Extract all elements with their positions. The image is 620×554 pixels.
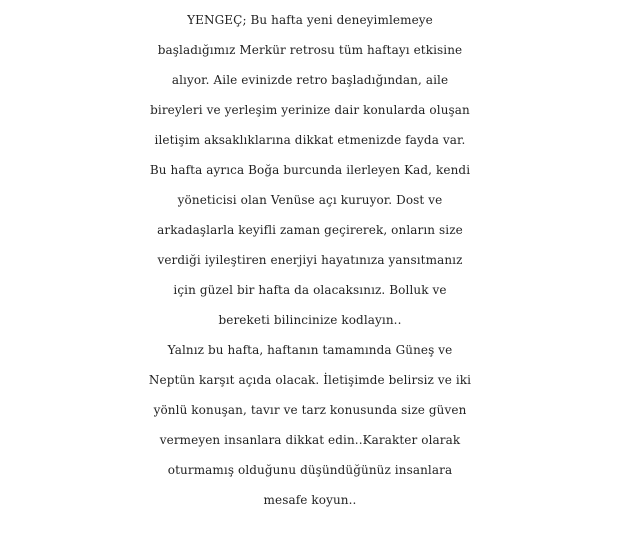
text-line: yöneticisi olan Venüse açı kuruyor. Dost ve	[177, 193, 443, 207]
text-line: bireyleri ve yerleşim yerinize dair konularda oluşan	[150, 103, 470, 117]
text-line: alıyor. Aile evinizde retro başladığından, aile	[171, 73, 449, 87]
text-line: mesafe koyun..	[263, 493, 357, 507]
text-line: yönlü konuşan, tavır ve tarz konusunda size güven	[153, 403, 467, 417]
text-line: için güzel bir hafta da olacaksınız. Bolluk ve	[173, 283, 447, 297]
text-line: iletişim aksaklıklarına dikkat etmenizde fayda var.	[154, 133, 466, 147]
text-line: başladığımız Merkür retrosu tüm haftayı etkisine	[157, 43, 463, 57]
text-line: verdiği iyileştiren enerjiyi hayatınıza yansıtmanız	[157, 253, 463, 267]
text-line: vermeyen insanlara dikkat edin..Karakter olarak	[159, 433, 461, 447]
text-line: arkadaşlarla keyifli zaman geçirerek, onların size	[157, 223, 463, 237]
text-line: Yalnız bu hafta, haftanın tamamında Güneş ve	[167, 343, 453, 357]
text-line: Neptün karşıt açıda olacak. İletişimde belirsiz ve iki	[148, 373, 472, 387]
horoscope-text	[0, 5, 620, 515]
text-line: oturmamış olduğunu düşündüğünüz insanlara	[167, 463, 453, 477]
text-line: bereketi bilincinize kodlayın..	[218, 313, 402, 327]
text-line: YENGEÇ; Bu hafta yeni deneyimlemeye	[187, 13, 433, 27]
text-line: Bu hafta ayrıca Boğa burcunda ilerleyen Kad, kendi	[149, 163, 471, 177]
